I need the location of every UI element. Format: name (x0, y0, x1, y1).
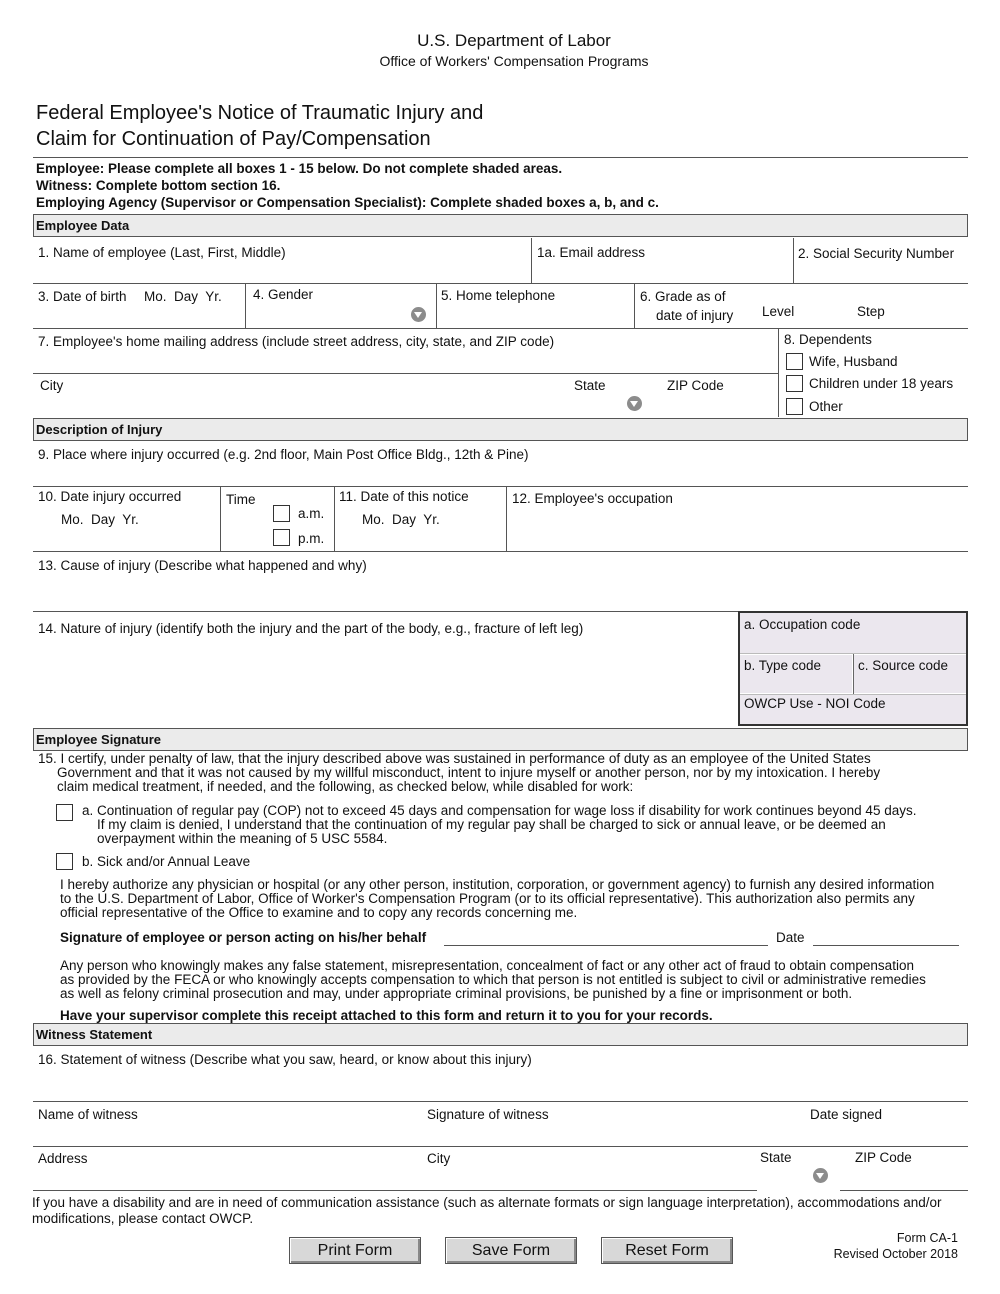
fraud-warning-line2: as provided by the FECA or who knowingly accepts compensation to which that person is not entitled is subject to civil or administrative remedies (60, 972, 926, 987)
fraud-warning-line1: Any person who knowingly makes any false statement, misrepresentation, concealment of fact or any other act of fraud to obtain compensation (60, 958, 914, 973)
notice-date-field[interactable] (336, 528, 504, 548)
type-code-field[interactable] (742, 674, 850, 692)
gender-dropdown-icon[interactable] (411, 307, 426, 322)
employee-name-label: 1. Name of employee (Last, First, Middle) (38, 245, 286, 260)
signature-date-field[interactable] (813, 928, 959, 946)
dependent-other-checkbox[interactable] (786, 398, 803, 415)
cause-field[interactable] (34, 575, 966, 609)
witness-statement-label: 16. Statement of witness (Describe what you saw, heard, or know about this injury) (38, 1052, 532, 1067)
pm-checkbox[interactable] (273, 529, 290, 546)
dependent-children-label: Children under 18 years (809, 376, 954, 391)
authorization-line3: official representative of the Office to examine and to copy any records concerning me. (60, 905, 578, 920)
section-witness-statement: Witness Statement (33, 1023, 968, 1046)
am-checkbox[interactable] (273, 505, 290, 522)
email-label: 1a. Email address (537, 245, 646, 260)
form-title-line2: Claim for Continuation of Pay/Compensation (36, 128, 431, 150)
zip-field[interactable] (660, 394, 775, 415)
time-label: Time (226, 492, 256, 507)
fraud-warning-line3: as well as felony criminal prosecution and may, under appropriate criminal provisions, be punished by a fine or imprisonment or both. (60, 986, 853, 1001)
witness-signature-field[interactable] (424, 1124, 794, 1144)
level-label: Level (762, 304, 795, 319)
witness-state-dropdown-icon[interactable] (813, 1168, 828, 1183)
leave-option: b. Sick and/or Annual Leave (82, 854, 251, 869)
dependent-other-label: Other (809, 399, 843, 414)
noi-code-field[interactable] (742, 711, 964, 723)
form-id: Form CA-1 (896, 1231, 958, 1245)
form-title-line1: Federal Employee's Notice of Traumatic Injury and (36, 102, 484, 124)
occupation-code-field[interactable] (742, 633, 964, 651)
source-code-field[interactable] (856, 674, 964, 692)
employee-name-field[interactable] (34, 262, 529, 282)
dependent-spouse-checkbox[interactable] (786, 353, 803, 370)
employee-signature-field[interactable] (444, 928, 768, 946)
authorization-line2: to the U.S. Department of Labor, Office of Worker's Compensation Program (or to its official representative). This authorization also permits any (60, 891, 915, 906)
gender-select[interactable] (247, 303, 433, 327)
grade-label-2: date of injury (656, 308, 734, 323)
save-form-button[interactable]: Save Form (445, 1237, 577, 1264)
witness-zip-field[interactable] (850, 1168, 966, 1188)
step-label: Step (857, 304, 885, 319)
authorization-line1: I hereby authorize any physician or hospital (or any other person, institution, corporation, or government agency) to furnish any desired information (60, 877, 935, 892)
witness-city-label: City (427, 1151, 451, 1166)
city-label: City (40, 378, 64, 393)
department-title: U.S. Department of Labor (417, 31, 611, 50)
reset-form-button[interactable]: Reset Form (601, 1237, 733, 1264)
dependent-children-checkbox[interactable] (786, 375, 803, 392)
witness-zip-label: ZIP Code (855, 1150, 912, 1165)
office-title: Office of Workers' Compensation Programs (379, 53, 649, 69)
nature-label: 14. Nature of injury (identify both the injury and the part of the body, e.g., fracture of left leg) (38, 621, 584, 636)
cop-option-line3: overpayment within the meaning of 5 USC 5584. (97, 831, 388, 846)
witness-date-field[interactable] (806, 1124, 966, 1144)
place-field[interactable] (34, 464, 966, 484)
section-employee-data: Employee Data (33, 214, 968, 237)
grade-level-field[interactable] (742, 306, 832, 326)
instruction-agency: Employing Agency (Supervisor or Compensation Specialist): Complete shaded boxes a, b, and c. (36, 195, 659, 210)
grade-label-1: 6. Grade as of (640, 289, 726, 304)
type-code-label: b. Type code (744, 658, 822, 673)
employee-signature-label: Signature of employee or person acting on his/her behalf (60, 930, 427, 945)
address-field[interactable] (34, 351, 776, 372)
notice-date-format: Mo. Day Yr. (362, 512, 440, 527)
witness-name-field[interactable] (34, 1124, 414, 1144)
witness-statement-field[interactable] (34, 1069, 966, 1099)
occupation-label: 12. Employee's occupation (512, 491, 673, 506)
source-code-label: c. Source code (858, 658, 949, 673)
injury-date-field[interactable] (34, 528, 218, 548)
occupation-field[interactable] (508, 510, 966, 548)
agency-codes-box (738, 611, 968, 726)
form-revision: Revised October 2018 (833, 1247, 958, 1261)
witness-city-field[interactable] (424, 1168, 749, 1188)
injury-date-format: Mo. Day Yr. (61, 512, 139, 527)
dob-field[interactable] (34, 306, 244, 326)
certification-line2: Government and that it was not caused by my willful misconduct, intent to injure myself or another person, nor by my intoxication. I hereby (57, 765, 881, 780)
pm-label: p.m. (298, 531, 325, 546)
time-field[interactable] (224, 508, 270, 528)
witness-address-field[interactable] (34, 1168, 414, 1188)
cause-label: 13. Cause of injury (Describe what happened and why) (38, 558, 367, 573)
gender-label: 4. Gender (253, 287, 314, 302)
disability-note-line2: modifications, please contact OWCP. (32, 1211, 254, 1226)
home-phone-field[interactable] (438, 306, 632, 326)
state-label: State (574, 378, 606, 393)
instruction-witness: Witness: Complete bottom section 16. (36, 178, 281, 193)
zip-label: ZIP Code (667, 378, 724, 393)
ssn-label: 2. Social Security Number (798, 246, 955, 261)
noi-code-label: OWCP Use - NOI Code (744, 696, 886, 711)
certification-line1: 15. I certify, under penalty of law, that the injury described above was sustained in performance of duty as an employee of the United States (38, 751, 871, 766)
witness-state-label: State (760, 1150, 792, 1165)
dependents-label: 8. Dependents (784, 332, 872, 347)
cop-option-line2: If my claim is denied, I understand that the continuation of my regular pay shall be charged to sick or annual leave, or be deemed an (97, 817, 886, 832)
witness-name-label: Name of witness (38, 1107, 138, 1122)
witness-address-label: Address (38, 1151, 88, 1166)
address-label: 7. Employee's home mailing address (include street address, city, state, and ZIP code) (38, 334, 555, 349)
cop-option-line1: a. Continuation of regular pay (COP) not to exceed 45 days and compensation for wage loss if disability for work continues beyond 45 days. (82, 803, 917, 818)
city-field[interactable] (34, 394, 564, 415)
section-description-of-injury: Description of Injury (33, 418, 968, 441)
receipt-note: Have your supervisor complete this receipt attached to this form and return it to you for your records. (60, 1008, 713, 1023)
state-dropdown-icon[interactable] (627, 396, 642, 411)
dependent-spouse-label: Wife, Husband (809, 354, 898, 369)
print-form-button[interactable]: Print Form (289, 1237, 421, 1264)
dob-format: Mo. Day Yr. (144, 289, 222, 304)
place-label: 9. Place where injury occurred (e.g. 2nd floor, Main Post Office Bldg., 12th & Pine) (38, 447, 529, 462)
occupation-code-label: a. Occupation code (744, 617, 861, 632)
section-employee-signature: Employee Signature (33, 728, 968, 751)
dob-label: 3. Date of birth (38, 289, 127, 304)
nature-field[interactable] (34, 638, 736, 722)
witness-signature-label: Signature of witness (427, 1107, 549, 1122)
instruction-employee: Employee: Please complete all boxes 1 - 15 below. Do not complete shaded areas. (36, 161, 563, 176)
grade-step-field[interactable] (840, 306, 960, 326)
certification-line3: claim medical treatment, if needed, and the following, as checked below, while disabled for work: (57, 779, 634, 794)
am-label: a.m. (298, 506, 325, 521)
email-field[interactable] (533, 262, 791, 282)
home-phone-label: 5. Home telephone (441, 288, 556, 303)
disability-note-line1: If you have a disability and are in need of communication assistance (such as alternate formats or sign language interpretation), accommodations and/or (32, 1195, 942, 1210)
injury-date-label: 10. Date injury occurred (38, 489, 182, 504)
notice-date-label: 11. Date of this notice (339, 489, 469, 504)
witness-date-label: Date signed (810, 1107, 883, 1122)
leave-checkbox[interactable] (56, 853, 73, 870)
signature-date-label: Date (776, 930, 805, 945)
cop-checkbox[interactable] (56, 804, 73, 821)
ssn-field[interactable] (795, 262, 967, 282)
